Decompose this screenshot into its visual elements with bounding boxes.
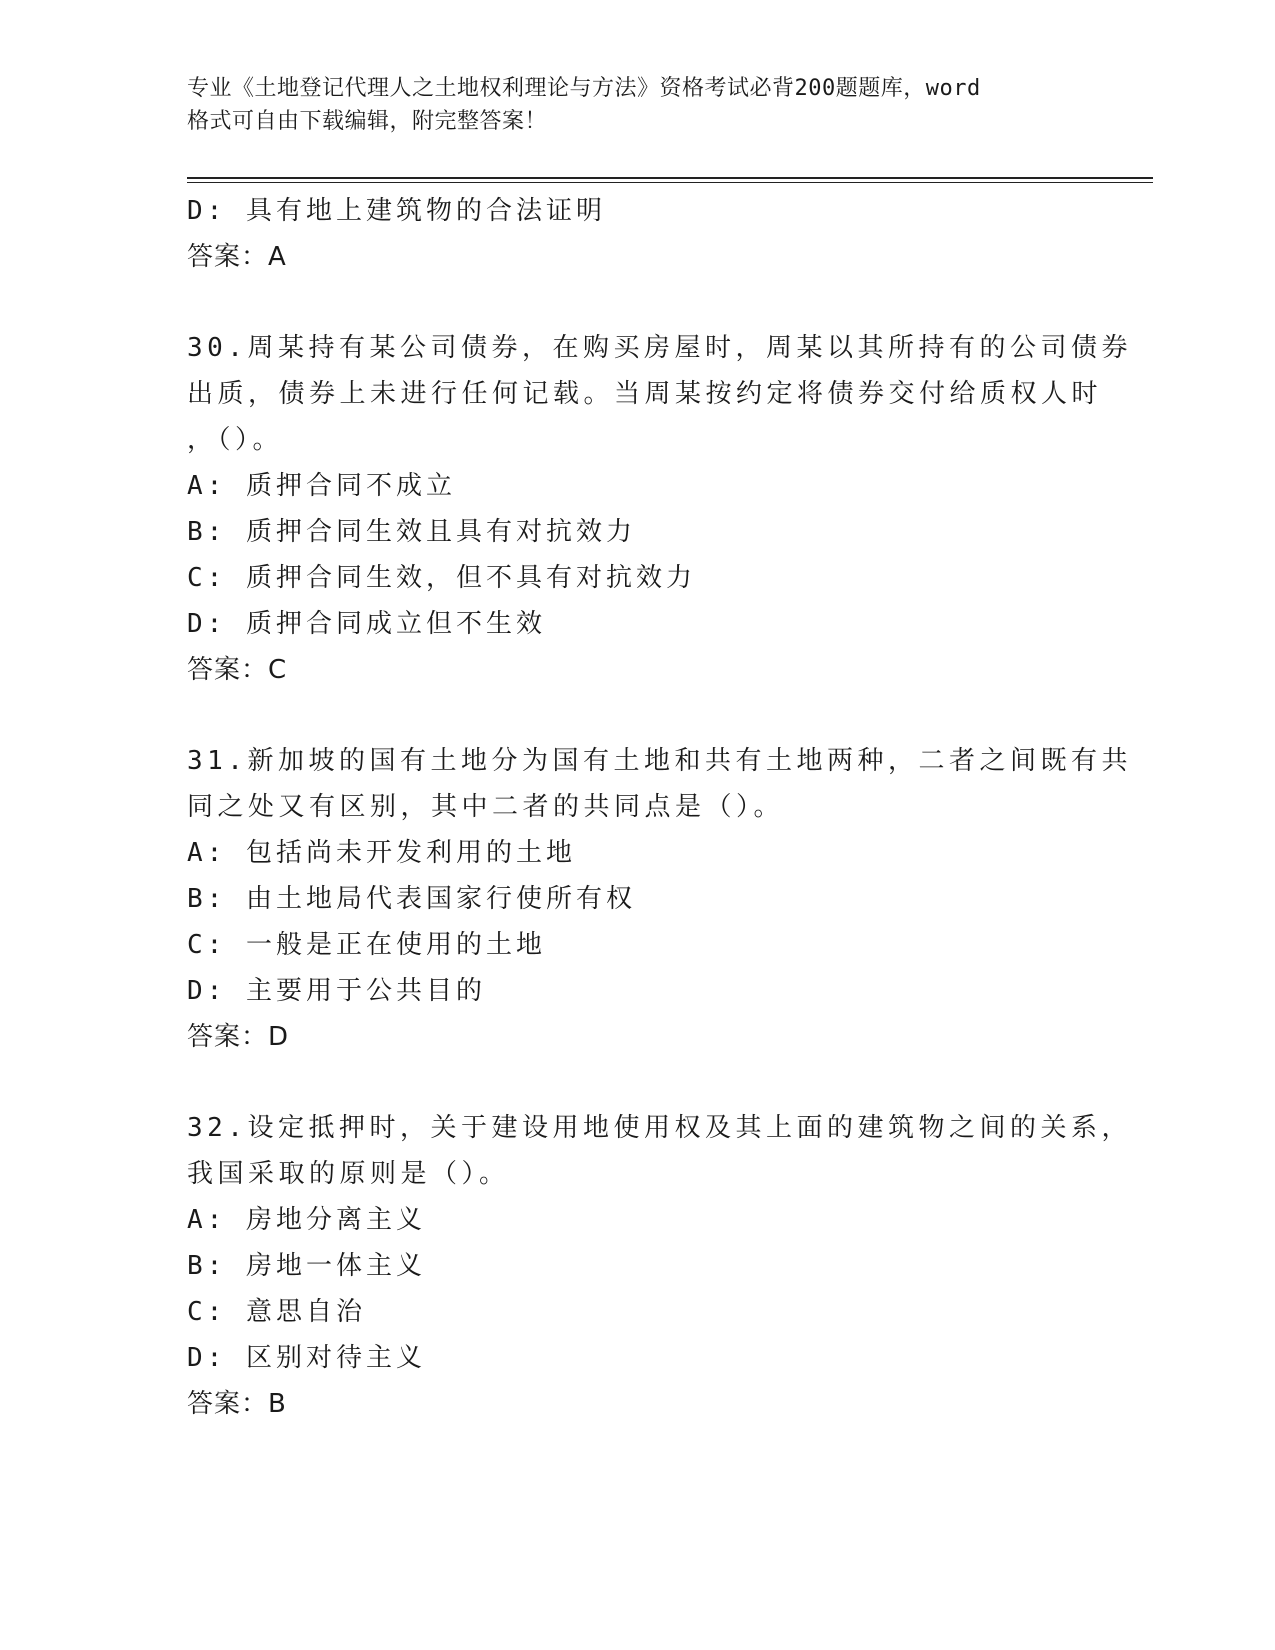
option-b: B: 房地一体主义: [187, 1251, 426, 1281]
question-stem-line: 出质，债券上未进行任何记载。当周某按约定将债券交付给质权人时: [187, 379, 1103, 409]
option-a: A: 房地分离主义: [187, 1205, 426, 1235]
option-a: A: 质押合同不成立: [187, 471, 456, 501]
answer-line: 答案：D: [187, 1022, 290, 1052]
header-divider-thin: [187, 182, 1153, 183]
question-stem-line: 31.新加坡的国有土地分为国有土地和共有土地两种，二者之间既有共: [187, 746, 1132, 776]
header-divider-thick: [187, 177, 1153, 179]
question-30: [187, 325, 1132, 693]
option-b: B: 由土地局代表国家行使所有权: [187, 884, 636, 914]
page-header: [187, 72, 1087, 138]
option-d: D: 区别对待主义: [187, 1343, 426, 1373]
question-list: [187, 188, 1132, 1427]
question-stem-line: 32.设定抵押时，关于建设用地使用权及其上面的建筑物之间的关系，: [187, 1113, 1132, 1143]
answer-line: 答案：A: [187, 242, 287, 272]
previous-question-tail: [187, 188, 1087, 280]
option-a: A: 包括尚未开发利用的土地: [187, 838, 576, 868]
option-d: D: 质押合同成立但不生效: [187, 609, 546, 639]
option-c: C: 一般是正在使用的土地: [187, 930, 546, 960]
option-c: C: 质押合同生效，但不具有对抗效力: [187, 563, 696, 593]
question-31: [187, 738, 1132, 1060]
question-stem-line: 我国采取的原则是（）。: [187, 1159, 510, 1189]
question-stem-line: 同之处又有区别，其中二者的共同点是（）。: [187, 792, 785, 822]
option-c: C: 意思自治: [187, 1297, 366, 1327]
header-line-2: 格式可自由下载编辑，附完整答案！: [187, 109, 548, 134]
option-d: D: 具有地上建筑物的合法证明: [187, 196, 606, 226]
answer-line: 答案：B: [187, 1389, 287, 1419]
option-b: B: 质押合同生效且具有对抗效力: [187, 517, 636, 547]
question-32: [187, 1105, 1132, 1427]
question-stem-line: 30.周某持有某公司债券，在购买房屋时，周某以其所持有的公司债券: [187, 333, 1132, 363]
question-stem-line: ，（）。: [187, 425, 284, 455]
answer-line: 答案：C: [187, 655, 288, 685]
header-line-1: 专业《土地登记代理人之土地权利理论与方法》资格考试必背200题题库，word: [187, 76, 981, 101]
option-d: D: 主要用于公共目的: [187, 976, 486, 1006]
